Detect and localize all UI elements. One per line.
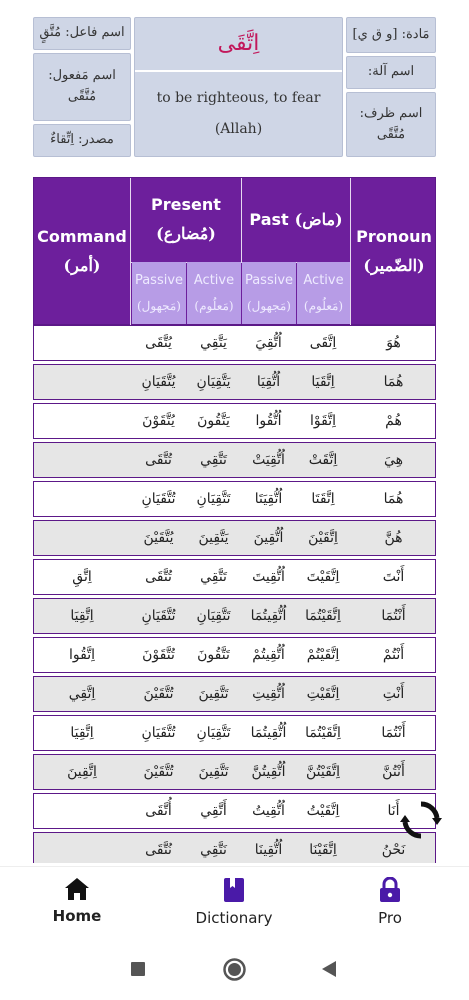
verb-title: اِتَّقَى [135,18,342,72]
cell-command: اِتَّقِي [68,686,96,702]
cell-past-active: اِتَّقَيَا [311,374,335,390]
root: مَادة: [و ق ي] [352,26,430,42]
cell-pronoun: هُمَا [383,374,404,390]
verb-meaning: to be righteous, to fear (Allah) [156,90,321,137]
cell-past-active: اِتَّقَوْا [310,413,336,429]
cell-pronoun: هُمْ [385,413,402,429]
cell-present-passive: تُتَّقَيْنَ [143,764,174,780]
active-participle-box [33,17,131,50]
table-row [33,520,436,556]
cell-present-active: أَتَّقِي [200,803,227,819]
table-row [33,403,436,439]
cell-present-active: يَتَّقِي [200,335,227,351]
cell-present-active: تَتَّقِي [200,452,227,468]
cell-past-passive: اُتُّقِيتُمَا [250,608,287,624]
cell-present-passive: تُتَّقَيَانِ [141,725,176,741]
cell-present-active: يَتَّقِينَ [198,530,229,546]
table-row [33,559,436,595]
cell-command: اِتَّقِيَا [70,608,94,624]
cell-past-passive: اُتُّقِيتُ [252,803,285,819]
cell-command [34,326,130,360]
bottom-navigation [0,866,469,938]
cell-pronoun: أَنْتُمَا [381,725,406,741]
cell-past-active: اِتَّقَتَا [311,491,335,507]
verbal-noun: مصدر: اِتِّقاءٌ [50,132,114,148]
cell-command [34,443,130,477]
cell-past-active: اِتَّقَيْتُ [306,803,340,819]
verbal-noun-box [33,124,131,157]
cell-past-passive: اُتُّقِيتِ [252,686,285,702]
nav-home-label: Home [52,907,102,925]
home-circle-icon[interactable] [222,957,247,982]
tool-noun-box [346,56,436,89]
header-present-active: Active (مَعلُوم) [187,262,241,324]
cell-past-active: اِتَّقَيْتُمْ [306,647,340,663]
cell-present-passive: تُتَّقَوْنَ [142,647,175,663]
cell-past-passive: اُتُّقِيَتْ [252,452,285,468]
recents-icon[interactable] [130,961,146,977]
cell-present-passive: يُتَّقَى [145,335,172,351]
cell-past-active: اِتَّقَيْتِ [306,686,340,702]
cell-pronoun: أَنْتَ [382,569,405,585]
cell-pronoun: نَحْنُ [381,842,406,858]
cell-past-passive: اُتُّقِيتُنَّ [251,764,286,780]
table-row [33,325,436,361]
cell-present-passive: نُتَّقَى [145,842,172,858]
conjugation-table[interactable] [33,177,436,863]
cell-past-passive: اُتُّقِيتُمْ [252,647,285,663]
cell-present-active: يَتَّقِيَانِ [196,374,231,390]
root-box [346,17,436,53]
lock-icon [379,877,401,903]
refresh-button[interactable] [398,797,444,843]
header-pronoun: Pronoun (الضّمير) [356,227,432,275]
cell-present-passive: تُتَّقَيَانِ [141,491,176,507]
active-participle: اسم فاعل: مُتَّقٍ [39,25,125,41]
cell-past-passive: اُتُّقِيَ [255,335,282,351]
cell-pronoun: هُمَا [383,491,404,507]
cell-past-passive: اُتُّقِينَا [254,842,283,858]
cell-present-passive: يُتَّقَيَانِ [141,374,176,390]
passive-participle-label: اسم مَفعول: [48,68,116,84]
table-row [33,832,436,863]
header-past: Past (ماض) [249,209,343,229]
nav-home[interactable] [17,877,137,925]
tool-noun: اسم آلة: [367,64,415,80]
cell-command [34,794,130,828]
nav-dictionary[interactable] [174,877,294,927]
system-nav-bar [0,938,469,1000]
cell-command: اِتَّقُوا [69,647,95,663]
cell-present-active: تَتَّقِيَانِ [196,725,231,741]
cell-past-passive: اُتُّقِيَتَا [254,491,283,507]
cell-command: اِتَّقِيَا [70,725,94,741]
table-row [33,793,436,829]
nav-pro-label: Pro [378,909,402,927]
cell-command: اِتَّقِ [72,569,92,585]
header-past-passive: Passive (مَجهول) [242,262,296,324]
book-icon [223,877,245,903]
header-past-active: Active (مَعلُوم) [297,262,350,324]
cell-present-active: يَتَّقُونَ [197,413,230,429]
passive-participle-value: مُتَّقًى [67,89,97,104]
place-noun-box [346,92,436,157]
home-icon [64,877,90,901]
cell-past-active: اِتَّقَيْتَ [306,569,340,585]
cell-present-passive: تُتَّقَى [145,569,172,585]
cell-present-active: تَتَّقُونَ [197,647,230,663]
table-row [33,481,436,517]
cell-past-passive: اُتُّقِينَ [253,530,284,546]
table-row [33,637,436,673]
cell-present-passive: يُتَّقَيْنَ [143,530,174,546]
cell-past-active: اِتَّقَتْ [308,452,338,468]
cell-present-passive: تُتَّقَى [145,452,172,468]
cell-present-active: تَتَّقِيَانِ [196,491,231,507]
cell-present-active: تَتَّقِيَانِ [196,608,231,624]
nav-dictionary-label: Dictionary [195,909,273,927]
table-header [33,177,436,325]
cell-command [34,521,130,555]
table-row [33,364,436,400]
header-present-passive: Passive (مَجهول) [132,262,186,324]
place-noun-label: اسم ظرف: [359,105,423,121]
cell-past-active: اِتَّقَيْنَا [309,842,337,858]
cell-present-active: تَتَّقِينَ [198,764,229,780]
cell-present-passive: أُتَّقَى [145,803,172,819]
cell-pronoun: هِيَ [383,452,404,468]
cell-command: اِتَّقِينَ [67,764,97,780]
cell-pronoun: هُوَ [386,335,401,351]
cell-present-active: نَتَّقِي [200,842,227,858]
cell-past-active: اِتَّقَيْتُنَّ [306,764,340,780]
table-row [33,754,436,790]
table-row [33,442,436,478]
cell-past-passive: اُتُّقِيتَ [252,569,285,585]
table-row [33,676,436,712]
cell-past-active: اِتَّقَيْنَ [308,530,338,546]
cell-past-passive: اُتُّقِيَا [256,374,281,390]
refresh-icon [399,798,443,842]
nav-pro[interactable] [330,877,450,927]
back-icon[interactable] [320,960,338,978]
cell-present-passive: تُتَّقَيْنَ [143,686,174,702]
cell-present-passive: تُتَّقَيَانِ [141,608,176,624]
cell-past-active: اِتَّقَيْتُمَا [305,725,341,741]
cell-past-passive: اُتُّقِيتُمَا [250,725,287,741]
cell-present-passive: يُتَّقَوْنَ [142,413,175,429]
cell-past-active: اِتَّقَيْتُمَا [305,608,341,624]
cell-command [34,404,130,438]
cell-pronoun: هُنَّ [384,530,403,546]
cell-pronoun: أَنْتُمْ [382,647,405,663]
cell-pronoun: أَنْتُنَّ [382,764,405,780]
place-noun-value: مُتَّقًى [376,126,406,142]
cell-past-passive: اُتُّقُوا [255,413,282,429]
cell-present-active: تَتَّقِينَ [198,686,229,702]
cell-pronoun: أَنْتِ [382,686,405,702]
table-row [33,715,436,751]
verb-main-box [134,17,343,157]
cell-command [34,365,130,399]
cell-command [34,833,130,863]
cell-pronoun: أَنَا [387,803,400,819]
header-present: Present (مُضارع) [151,195,221,243]
cell-command [34,482,130,516]
passive-participle-box [33,53,131,121]
table-row [33,598,436,634]
cell-present-active: تَتَّقِي [200,569,227,585]
cell-past-active: اِتَّقَى [309,335,337,351]
header-command: Command (أمر) [37,227,127,275]
cell-pronoun: أَنْتُمَا [381,608,406,624]
verb-info-panel [33,17,436,157]
